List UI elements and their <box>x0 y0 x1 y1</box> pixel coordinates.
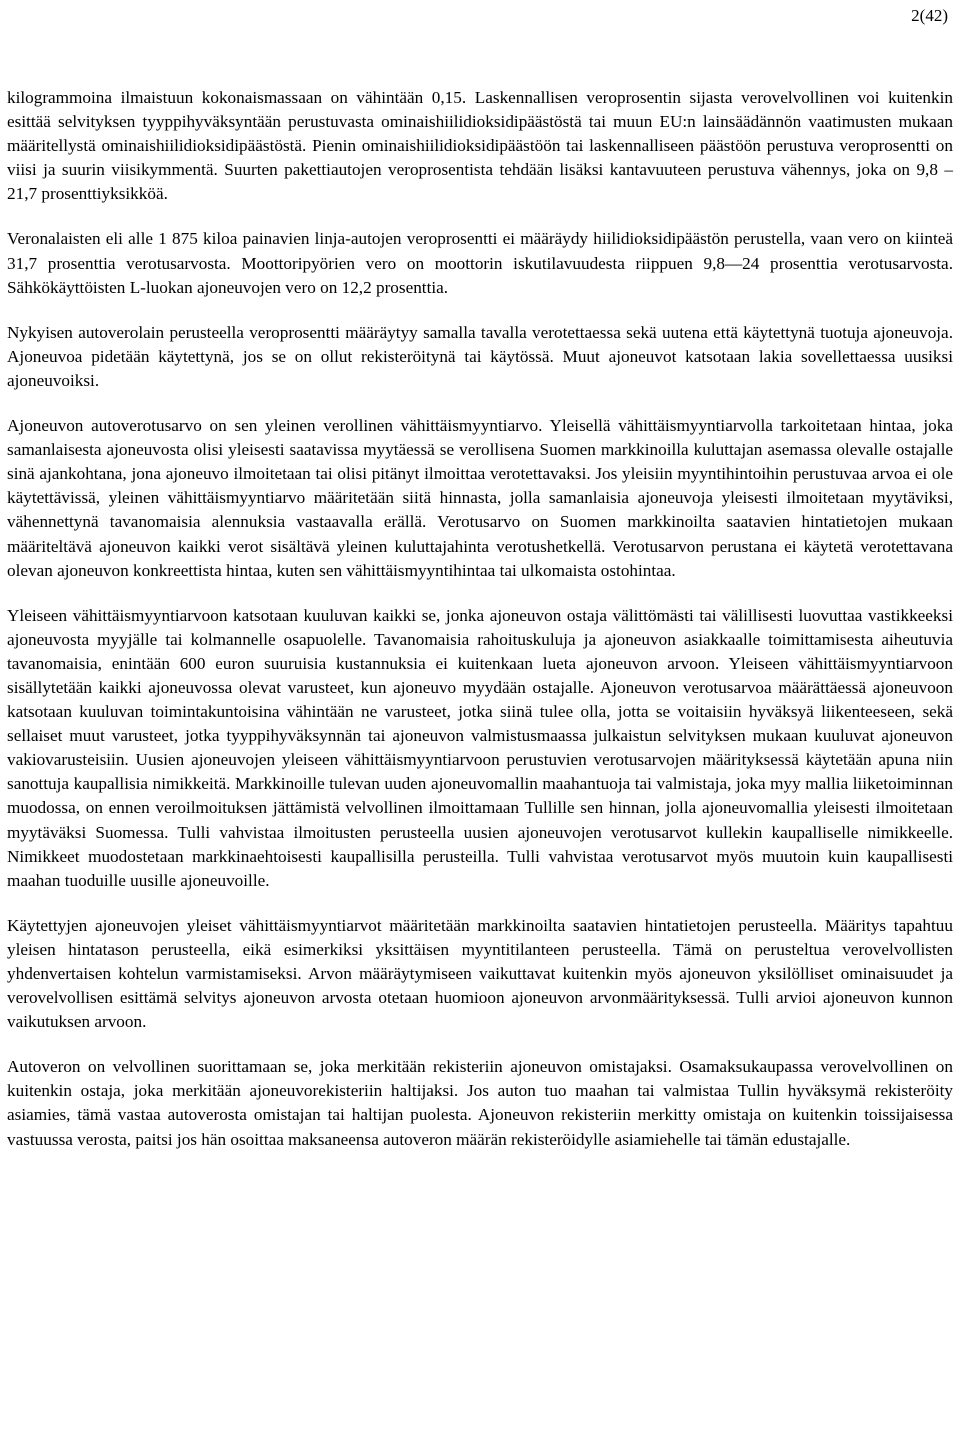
paragraph-tax-liability: Autoveron on velvollinen suorittamaan se, joka merkitään rekisteriin ajoneuvon omistajaksi. Osamaksukaupassa verovelvollinen on kuitenkin ostaja, joka merkitään ajoneuvorekisteriin haltijaksi. Jos auton tuo maahan tai valmistaa Tullin hyväksymä rekisteröity asiamies, tämä vastaa autoverosta omistajan tai haltijan puolesta. Ajoneuvon rekisteriin merkitty omistaja on kuitenkin toissijaisessa vastuussa verosta, paitsi jos hän osoittaa maksaneensa autoveron määrän rekisteröidylle asiamiehelle tai tämän edustajalle. <box>7 1057 953 1149</box>
page-number: 2(42) <box>911 6 948 25</box>
paragraph-new-and-used-vehicles: Nykyisen autoverolain perusteella veroprosentti määräytyy samalla tavalla verotettaessa sekä uutena että käytettynä tuotuja ajoneuvoja. Ajoneuvoa pidetään käytettynä, jos se on ollut rekisteröitynä tai käytössä. Muut ajoneuvot katsotaan lakia sovellettaessa uusiksi ajoneuvoiksi. <box>7 322 953 390</box>
document-body <box>7 86 953 1152</box>
paragraph-co2-tax-rate: kilogrammoina ilmaistuun kokonaismassaan on vähintään 0,15. Laskennallisen veroprosentin sijasta verovelvollinen voi kuitenkin esittää selvityksen tyyppihyväksyntään perustuvasta ominaishiilidioksidipäästöstä tai muun EU:n lainsäädännön vaatimusten mukaan määritellystä ominaishiilidioksidipäästöstä. Pienin ominaishiilidioksidipäästöön tai laskennalliseen päästöön perustuva veroprosentti on viisi ja suurin viisikymmentä. Suurten pakettiautojen veroprosentista tehdään lisäksi kantavuuteen perustuva vähennys, joka on 9,8 – 21,7 prosenttiyksikköä. <box>7 88 953 204</box>
paragraph-used-vehicle-values: Käytettyjen ajoneuvojen yleiset vähittäismyyntiarvot määritetään markkinoilta saatavien hintatietojen perusteella. Määritys tapahtuu yleisen hintatason perusteella, eikä esimerkiksi yksittäisen myyntitilanteen perusteella. Tämä on perusteltua verovelvollisten yhdenvertaisen kohtelun varmistamiseksi. Arvon määräytymiseen vaikuttavat kuitenkin myös ajoneuvon yksilölliset ominaisuudet ja verovelvollisen esittämä selvitys ajoneuvon arvosta otetaan huomioon ajoneuvon arvonmäärityksessä. Tulli arvioi ajoneuvon kunnon vaikutuksen arvoon. <box>7 915 953 1032</box>
paragraph-taxable-value: Ajoneuvon autoverotusarvo on sen yleinen verollinen vähittäismyyntiarvo. Yleisellä vähittäismyyntiarvolla tarkoitetaan hintaa, joka samanlaisesta ajoneuvosta olisi yleisesti saatavissa myytäessä se verollisena Suomen markkinoilla kuluttajan asemassa olevalle ostajalle sinä ajankohtana, jona ajoneuvo ilmoitetaan tai olisi pitänyt ilmoittaa verotettavaksi. Jos yleisiin myyntihintoihin perustuvaa arvoa ei ole käytettävissä, yleinen vähittäismyyntiarvo määritetään siitä hinnasta, jolla samanlaisia ajoneuvoja yleisesti ilmoitetaan myytäviksi, vähennettynä tavanomaisia alennuksia vastaavalla erällä. Verotusarvo on Suomen markkinoilta saatavien hintatietojen mukaan määriteltävä ajoneuvon kaikki verot sisältävä yleinen kuluttajahinta verotushetkellä. Verotusarvon perustana ei käytetä verotettavana olevan ajoneuvon konkreettista hintaa, kuten sen vähittäismyyntihintaa tai ulkomaista ostohintaa. <box>7 416 953 580</box>
paragraph-bus-motorcycle-rate: Veronalaisten eli alle 1 875 kiloa painavien linja-autojen veroprosentti ei määräydy hiilidioksidipäästön perustella, vaan vero on kiinteä 31,7 prosenttia verotusarvosta. Moottoripyörien vero on moottorin iskutilavuudesta riippuen 9,8—24 prosenttia verotusarvosta. Sähkökäyttöisten L-luokan ajoneuvojen vero on 12,2 prosenttia. <box>7 229 953 297</box>
paragraph-retail-value-contents: Yleiseen vähittäismyyntiarvoon katsotaan kuuluvan kaikki se, jonka ajoneuvon ostaja välittömästi tai välillisesti luovuttaa vastikkeeksi ajoneuvosta myyjälle tai kolmannelle osapuolelle. Tavanomaisia rahoituskuluja ja ajoneuvon asiakkaalle toimittamisesta aiheutuvia tavanomaisia, enintään 600 euron suuruisia kustannuksia ei kuitenkaan lueta ajoneuvon arvoon. Yleiseen vähittäismyyntiarvoon sisällytetään kaikki ajoneuvossa olevat varusteet, kun ajoneuvo myydään ostajalle. Ajoneuvon verotusarvoa määrättäessä ajoneuvoon katsotaan kuuluvan toimintakuntoisina vähintään ne varusteet, jotka siinä tulee olla, jotta se voitaisiin hyväksyä liikenteeseen, sekä sellaiset muut varusteet, jotka tyyppihyväksynnän tai ajoneuvon valmistusmaassa julkaistun selvityksen mukaan kuuluvat ajoneuvon vakiovarusteisiin. Uusien ajoneuvojen yleiseen vähittäismyyntiarvoon perustuvien verotusarvojen määrityksessä käytetään apuna niin sanottuja kaupallisia nimikkeitä. Markkinoille tulevan uuden ajoneuvomallin maahantuoja tai valmistaja, joka myy mallia liiketoiminnan muodossa, on ennen veroilmoituksen jättämistä velvollinen ilmoittamaan Tullille sen hinnan, jolla ajoneuvomallia yleisesti ilmoitetaan myytäväksi Suomessa. Tulli vahvistaa ilmoitusten perusteella uusien ajoneuvojen verotusarvot kullekin kaupalliselle nimikkeelle. Nimikkeet muodostetaan markkinaehtoisesti kaupallisilla perusteilla. Tulli vahvistaa verotusarvot myös muutoin kuin kaupallisesti maahan tuoduille uusille ajoneuvoille. <box>7 605 953 890</box>
